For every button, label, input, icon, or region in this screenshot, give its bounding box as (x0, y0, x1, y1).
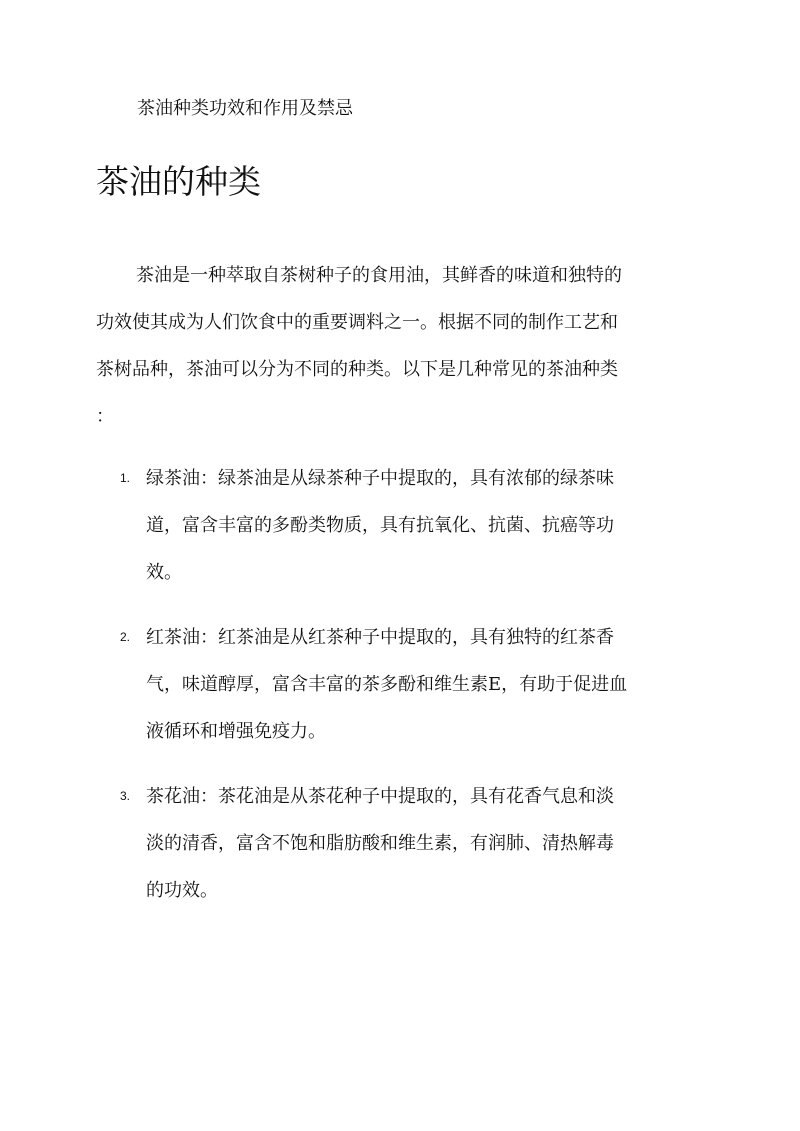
list-item-line: 淡的清香，富含不饱和脂肪酸和维生素，有润肺、清热解毒 (146, 833, 614, 854)
section-heading: 茶油的种类 (96, 162, 261, 201)
list-number: 1. (120, 471, 131, 485)
list-item-line: 的功效。 (146, 880, 218, 901)
intro-line: 茶油是一种萃取自茶树种子的食用油，其鲜香的味道和独特的 (136, 265, 622, 286)
intro-line: ： (96, 406, 114, 427)
list-item-text (146, 455, 706, 596)
list-item-line: 道，富含丰富的多酚类物质，具有抗氧化、抗菌、抗癌等功 (146, 515, 614, 536)
intro-line: 功效使其成为人们饮食中的重要调料之一。根据不同的制作工艺和 (96, 312, 618, 333)
list-number: 2. (120, 630, 131, 644)
list-item-line: 茶花油：茶花油是从茶花种子中提取的，具有花香气息和淡 (146, 786, 614, 807)
list-item-text (146, 773, 706, 914)
list-item-line: 效。 (146, 562, 182, 583)
list-item-text (146, 614, 706, 755)
intro-line: 茶树品种，茶油可以分为不同的种类。以下是几种常见的茶油种类 (96, 359, 618, 380)
list-number: 3. (120, 789, 131, 803)
list-item-line: 绿茶油：绿茶油是从绿茶种子中提取的，具有浓郁的绿茶味 (146, 468, 614, 489)
list-item-line: 红茶油：红茶油是从红茶种子中提取的，具有独特的红茶香 (146, 627, 614, 648)
list-item-line: 液循环和增强免疫力。 (146, 721, 326, 742)
document-title: 茶油种类功效和作用及禁忌 (137, 98, 353, 119)
list-item-line: 气，味道醇厚，富含丰富的茶多酚和维生素E，有助于促进血 (146, 674, 628, 695)
intro-paragraph (96, 252, 708, 440)
